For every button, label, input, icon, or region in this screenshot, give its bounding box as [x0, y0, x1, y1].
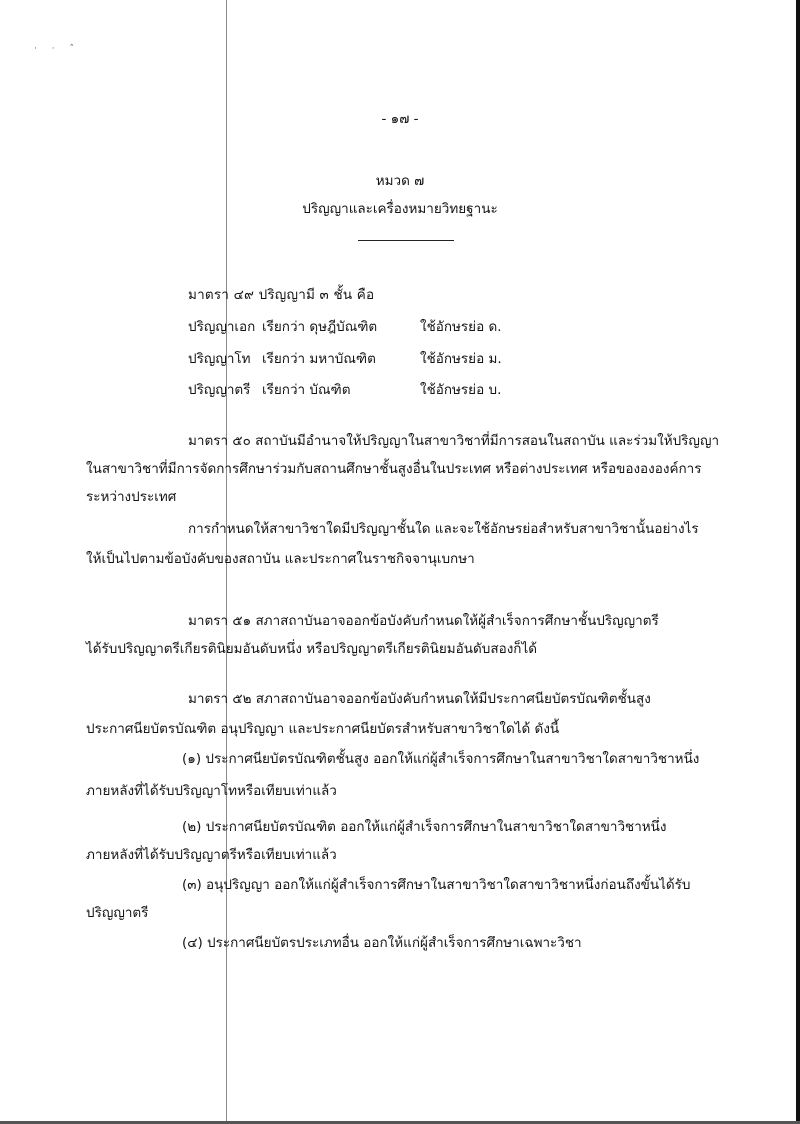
- scan-speckle: · · ˄: [34, 44, 80, 54]
- section-50-line3: ระหว่างประเทศ: [86, 489, 177, 505]
- section-52-item1-line2: ภายหลังที่ได้รับปริญญาโทหรือเทียบเท่าแล้ว: [86, 783, 337, 799]
- degree-row-doctorate-abbr: ใช้อักษรย่อ ด.: [420, 319, 502, 335]
- section-50-line2: ในสาขาวิชาที่มีการจัดการศึกษาร่วมกับสถานศึกษาชั้นสูงอื่นในประเทศ หรือต่างประเทศ หรือของององค์การ: [86, 461, 702, 477]
- degree-row-master-abbr: ใช้อักษรย่อ ม.: [420, 351, 502, 367]
- section-52-item3-line1: (๓) อนุปริญญา ออกให้แก่ผู้สำเร็จการศึกษาในสาขาวิชาใดสาขาวิชาหนึ่งก่อนถึงขั้นได้รับ: [182, 877, 691, 893]
- section-52-item1-line1: (๑) ประกาศนียบัตรบัณฑิตชั้นสูง ออกให้แก่ผู้สำเร็จการศึกษาในสาขาวิชาใดสาขาวิชาหนึ่ง: [182, 751, 700, 767]
- degree-row-bachelor-name: ปริญญาตรี: [188, 382, 251, 398]
- section-50-para2-line2: ให้เป็นไปตามข้อบังคับของสถาบัน และประกาศในราชกิจจานุเบกษา: [86, 551, 475, 567]
- section-50-line1: มาตรา ๕๐ สถาบันมีอำนาจให้ปริญญาในสาขาวิชาที่มีการสอนในสถาบัน และร่วมให้ปริญญา: [188, 433, 720, 449]
- chapter-title: ปริญญาและเครื่องหมายวิทยฐานะ: [302, 201, 498, 217]
- scan-edge-right: [796, 0, 800, 1124]
- section-51-line1: มาตรา ๕๑ สภาสถาบันอาจออกข้อบังคับกำหนดให้ผู้สำเร็จการศึกษาชั้นปริญญาตรี: [188, 613, 659, 629]
- degree-row-doctorate-called: เรียกว่า ดุษฎีบัณฑิต: [262, 319, 378, 335]
- section-52-item2-line2: ภายหลังที่ได้รับปริญญาตรีหรือเทียบเท่าแล้ว: [86, 847, 337, 863]
- section-52-item4-line1: (๔) ประกาศนียบัตรประเภทอื่น ออกให้แก่ผู้สำเร็จการศึกษาเฉพาะวิชา: [182, 935, 582, 951]
- page-number: - ๑๗ -: [381, 111, 419, 127]
- section-50-para2-line1: การกำหนดให้สาขาวิชาใดมีปริญญาชั้นใด และจะใช้อักษรย่อสำหรับสาขาวิชานั้นอย่างไร: [188, 521, 699, 537]
- degree-row-bachelor-called: เรียกว่า บัณฑิต: [262, 382, 351, 398]
- section-52-line2: ประกาศนียบัตรบัณฑิต อนุปริญญา และประกาศนียบัตรสำหรับสาขาวิชาใดได้ ดังนี้: [86, 721, 560, 737]
- section-49-intro: มาตรา ๔๙ ปริญญามี ๓ ชั้น คือ: [188, 287, 375, 303]
- section-52-item3-line2: ปริญญาตรี: [86, 905, 149, 921]
- degree-row-master-called: เรียกว่า มหาบัณฑิต: [262, 351, 376, 367]
- degree-row-doctorate-name: ปริญญาเอก: [188, 319, 256, 335]
- section-51-line2: ได้รับปริญญาตรีเกียรตินิยมอันดับหนึ่ง หรือปริญญาตรีเกียรตินิยมอันดับสองก็ได้: [86, 641, 538, 657]
- chapter-heading: หมวด ๗: [375, 173, 425, 189]
- section-52-item2-line1: (๒) ประกาศนียบัตรบัณฑิต ออกให้แก่ผู้สำเร็จการศึกษาในสาขาวิชาใดสาขาวิชาหนึ่ง: [182, 819, 667, 835]
- section-52-line1: มาตรา ๕๒ สภาสถาบันอาจออกข้อบังคับกำหนดให้มีประกาศนียบัตรบัณฑิตชั้นสูง: [188, 691, 651, 707]
- degree-row-bachelor-abbr: ใช้อักษรย่อ บ.: [420, 382, 502, 398]
- degree-row-master-name: ปริญญาโท: [188, 351, 251, 367]
- title-underline: [358, 240, 454, 241]
